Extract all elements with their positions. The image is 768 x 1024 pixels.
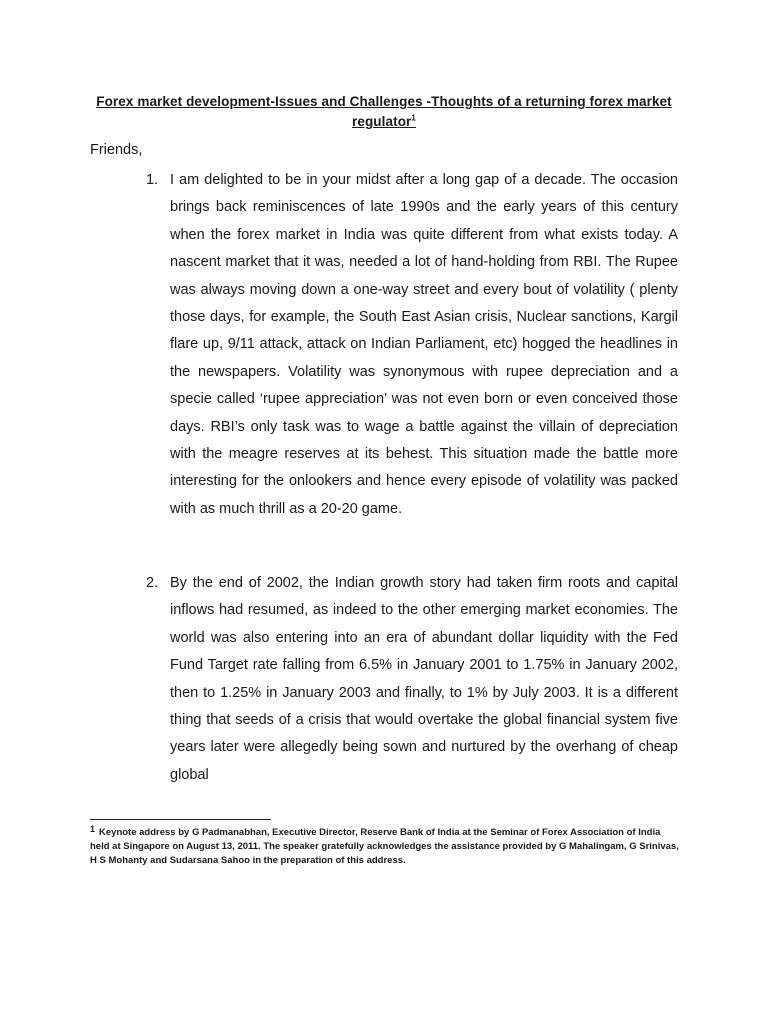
document-title-text: Forex market development-Issues and Challenges -Thoughts of a returning forex market regulator: [96, 94, 672, 129]
paragraph-number: 2.: [146, 575, 159, 591]
paragraph-text: By the end of 2002, the Indian growth story had taken firm roots and capital inflows had resumed, as indeed to the other emerging market economies. The world was also entering into an era of abundant dollar liquidity with the Fed Fund Target rate falling from 6.5% in January 2001 to 1.75% in January 2002, then to 1.25% in January 2003 and finally, to 1% by July 2003. It is a different thing that seeds of a crisis that would overtake the global financial system five years later were allegedly being sown and nurtured by the overhang of cheap global: [170, 575, 678, 783]
paragraph-1: [146, 167, 678, 523]
paragraph-text: I am delighted to be in your midst after a long gap of a decade. The occasion brings back reminiscences of late 1990s and the early years of this century when the forex market in India was quite different from what exists today. A nascent market that it was, needed a lot of hand-holding from RBI. The Rupee was always moving down a one-way street and every bout of volatility ( plenty those days, for example, the South East Asian crisis, Nuclear sanctions, Kargil flare up, 9/11 attack, attack on Indian Parliament, etc) hogged the headlines in the newspapers. Volatility was synonymous with rupee depreciation and a specie called ‘rupee appreciation’ was not even born or even conceived those days. RBI’s only task was to wage a battle against the villain of depreciation with the meagre reserves at its behest. This situation made the battle more interesting for the onlookers and hence every episode of volatility was packed with as much thrill as a 20-20 game.: [170, 172, 678, 517]
footnote-text: Keynote address by G Padmanabhan, Executive Director, Reserve Bank of India at the Seminar of Forex Association of India held at Singapore on August 13, 2011. The speaker gratefully acknowledges the assistance provided by G Mahalingam, G Srinivas, H S Mohanty and Sudarsana Sahoo in the preparation of this address.: [90, 827, 679, 866]
paragraph-number: 1.: [146, 172, 159, 188]
footnote-separator: [90, 819, 271, 820]
footnote: [90, 826, 680, 868]
title-footnote-ref: 1: [411, 113, 416, 123]
salutation: Friends,: [90, 142, 143, 158]
paragraph-2: [146, 570, 678, 789]
document-title: [90, 92, 678, 132]
footnote-marker: 1: [90, 824, 96, 834]
